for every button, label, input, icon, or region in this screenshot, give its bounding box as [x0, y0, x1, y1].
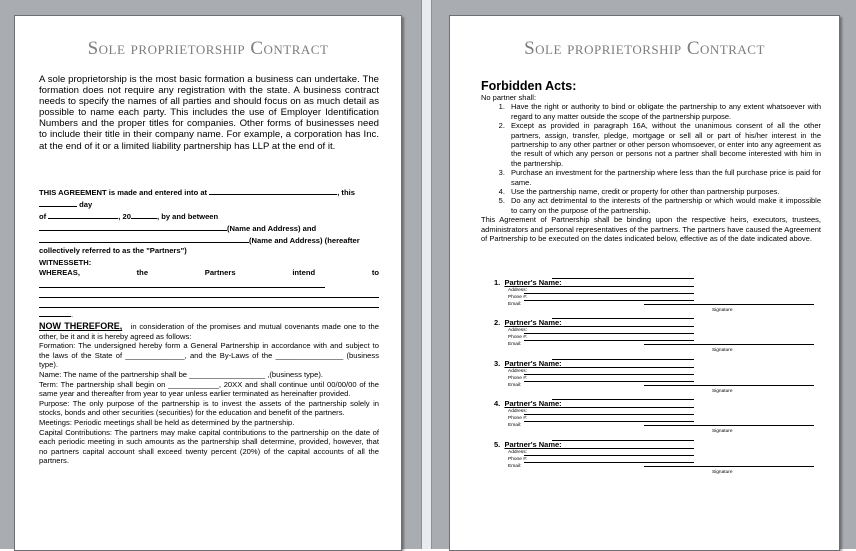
- document-page-right: [449, 15, 840, 551]
- partner-number: 1.: [494, 278, 501, 287]
- email-line[interactable]: [524, 300, 694, 301]
- phone-line[interactable]: [524, 333, 694, 334]
- agreement-line3-prefix: of: [39, 212, 47, 221]
- partner-name-line[interactable]: [552, 318, 694, 319]
- email-label: Email:: [508, 382, 522, 388]
- partner-name-line[interactable]: [552, 359, 694, 360]
- forbidden-act-item: 5. Do any act detrimental to the interests of the partnership or which would make it impossible to carry on the purpose of the partnership.: [507, 196, 821, 215]
- clause-capital: Capital Contributions: The partners may make capital contributions to the partnership on the date of each periodic meeting in such amounts as the partnership shall determine, provided, however, that no partners capital account shall exceed twenty percent (20%) of the capital accounts of all the partners.: [39, 427, 379, 466]
- partner-number: 2.: [494, 318, 501, 328]
- closing-paragraph: This Agreement of Partnership shall be binding upon the respective heirs, executors, trustees, administrators and personal representatives of the partners. The partners have caused the Agreement of Partnership to be executed on the dates indicated below, effective as of the date indicated above.: [481, 215, 821, 244]
- clause-name: Name: The name of the partnership shall be __________________ ,(business type).: [39, 369, 323, 379]
- agreement-line1-prefix: THIS AGREEMENT is made and entered into at: [39, 188, 208, 197]
- email-label: Email:: [508, 423, 522, 429]
- forbidden-act-item: 3. Purchase an investment for the partnership where less than the full purchase price is paid for same.: [507, 168, 821, 187]
- intro-paragraph: A sole proprietorship is the most basic formation a business can undertake. The formation does not require any registration with the state. A business contract needs to specify the names of all parties and should focus on as much detail as possible to name each party. This includes the use of Employer Identification Numbers and the proper titles for companies. Other forms of businesses need to include their title in their company name. For example, a corporation has Inc. at the end of it or a limited liability partnership has LLP at the end of it.: [39, 74, 379, 152]
- signature-label: Signature: [712, 308, 733, 313]
- partner-signature-list: [494, 278, 824, 480]
- partner-name-label: Partner's Name:: [504, 399, 562, 409]
- email-line[interactable]: [524, 340, 694, 341]
- phone-line[interactable]: [524, 293, 694, 294]
- partner-name-line[interactable]: [552, 440, 694, 441]
- signature-label: Signature: [712, 469, 733, 475]
- phone-line[interactable]: [524, 455, 694, 456]
- now-therefore-section: [39, 322, 379, 466]
- phone-label: Phone #:: [508, 375, 528, 381]
- signature-line[interactable]: [644, 304, 814, 305]
- phone-label: Phone #:: [508, 416, 528, 422]
- agreement-line5-suffix: (Name and Address) (hereafter: [249, 236, 360, 245]
- whereas-word-2: the: [136, 268, 149, 277]
- phone-line[interactable]: [524, 414, 694, 415]
- address-label: Address:: [508, 449, 527, 455]
- agreement-line3-mid: , 20: [118, 212, 131, 221]
- partner-block-1: [494, 278, 824, 318]
- address-line[interactable]: [524, 407, 694, 408]
- forbidden-acts-subheading: No partner shall:: [481, 93, 537, 102]
- agreement-block: [39, 186, 379, 256]
- agreement-line4-suffix: (Name and Address) and: [227, 224, 317, 233]
- partner-name-label: Partner's Name:: [504, 439, 562, 449]
- clause-formation: Formation: The undersigned hereby form a General Partnership in accordance with and subject to the laws of the State of ______________, and the By-Laws of the ________________ (business type).: [39, 341, 379, 370]
- partner-number: 3.: [494, 358, 501, 368]
- agreement-line3-suffix: , by and between: [156, 212, 219, 221]
- forbidden-act-item: 4. Use the partnership name, credit or property for other than partnership purposes.: [507, 187, 821, 196]
- email-label: Email:: [508, 463, 522, 469]
- agreement-line2-suffix: day: [79, 200, 93, 209]
- clause-purpose: Purpose: The only purpose of the partnership is to invest the assets of the partnership solely in stocks, bonds and other securities (securities) for the education and benefit of the partners.: [39, 398, 379, 418]
- page-title: Sole proprietorship Contract: [87, 38, 329, 59]
- email-line[interactable]: [524, 381, 694, 382]
- partner-name-line[interactable]: [552, 278, 694, 279]
- partner-name-label: Partner's Name:: [504, 278, 562, 287]
- forbidden-acts-list: [481, 102, 821, 215]
- address-label: Address:: [508, 328, 527, 334]
- witnesseth-end: .: [71, 310, 74, 319]
- pane-splitter[interactable]: [421, 0, 432, 549]
- partner-name-label: Partner's Name:: [504, 358, 562, 368]
- witnesseth-heading: WITNESSETH:: [39, 258, 92, 267]
- signature-line[interactable]: [644, 385, 814, 386]
- phone-label: Phone #:: [508, 456, 528, 462]
- partner-block-5: [494, 440, 824, 480]
- forbidden-act-item: 1. Have the right or authority to bind or obligate the partnership to any extent whatsoever with regard to any matter outside the scope of the partnership purpose.: [507, 102, 821, 121]
- signature-label: Signature: [712, 429, 733, 435]
- phone-label: Phone #:: [508, 295, 528, 300]
- whereas-word-5: to: [371, 268, 379, 277]
- phone-label: Phone #:: [508, 335, 528, 341]
- clause-term: Term: The partnership shall begin on ____________, 20XX and shall continue until 00/00/00 of the same year and thereafter from year to year unless earlier terminated as hereinafter provided.: [39, 379, 379, 399]
- now-therefore-rest: in consideration of the promises and mutual covenants made one to the other, be it and it is hereby agreed as follows:: [39, 322, 379, 341]
- witnesseth-block: [39, 258, 379, 320]
- signature-line[interactable]: [644, 425, 814, 426]
- email-line[interactable]: [524, 421, 694, 422]
- now-therefore-lead: NOW THEREFORE,: [39, 321, 123, 331]
- whereas-word-3: Partners: [204, 268, 236, 277]
- signature-label: Signature: [712, 388, 733, 394]
- forbidden-acts-section: [481, 93, 821, 244]
- whereas-word-1: WHEREAS,: [39, 268, 80, 277]
- email-label: Email:: [508, 302, 522, 307]
- address-line[interactable]: [524, 286, 694, 287]
- partner-number: 4.: [494, 399, 501, 409]
- partner-block-3: [494, 359, 824, 399]
- signature-label: Signature: [712, 348, 733, 354]
- whereas-word-4: intend: [292, 268, 316, 277]
- whereas-line: [39, 268, 379, 278]
- agreement-line1-suffix: , this: [337, 188, 355, 197]
- partner-name-label: Partner's Name:: [504, 318, 562, 328]
- partner-name-line[interactable]: [552, 399, 694, 400]
- address-line[interactable]: [524, 367, 694, 368]
- page-title: Sole proprietorship Contract: [524, 38, 765, 59]
- email-line[interactable]: [524, 462, 694, 463]
- signature-line[interactable]: [644, 466, 814, 467]
- agreement-line6: collectively referred to as the "Partners"): [39, 246, 187, 255]
- address-line[interactable]: [524, 448, 694, 449]
- document-page-left: [14, 15, 402, 551]
- partner-number: 5.: [494, 439, 501, 449]
- address-label: Address:: [508, 409, 527, 415]
- address-label: Address:: [508, 288, 527, 293]
- partner-block-2: [494, 318, 824, 358]
- forbidden-acts-heading: Forbidden Acts:: [481, 79, 577, 93]
- address-label: Address:: [508, 368, 527, 374]
- partner-block-4: [494, 399, 824, 439]
- email-label: Email:: [508, 342, 522, 348]
- forbidden-act-item: 2. Except as provided in paragraph 16A, without the unanimous consent of all the other partners, assign, transfer, pledge, mortgage or sell all or part of his/her interest in the partnership to any other partner or other person whomsoever, or enter into any agreement as the result of which any person or persons not a partner shall become interested with him in the partnership.: [507, 121, 821, 168]
- phone-line[interactable]: [524, 374, 694, 375]
- clause-meetings: Meetings: Periodic meetings shall be held as determined by the partnership.: [39, 417, 295, 427]
- signature-line[interactable]: [644, 344, 814, 345]
- address-line[interactable]: [524, 326, 694, 327]
